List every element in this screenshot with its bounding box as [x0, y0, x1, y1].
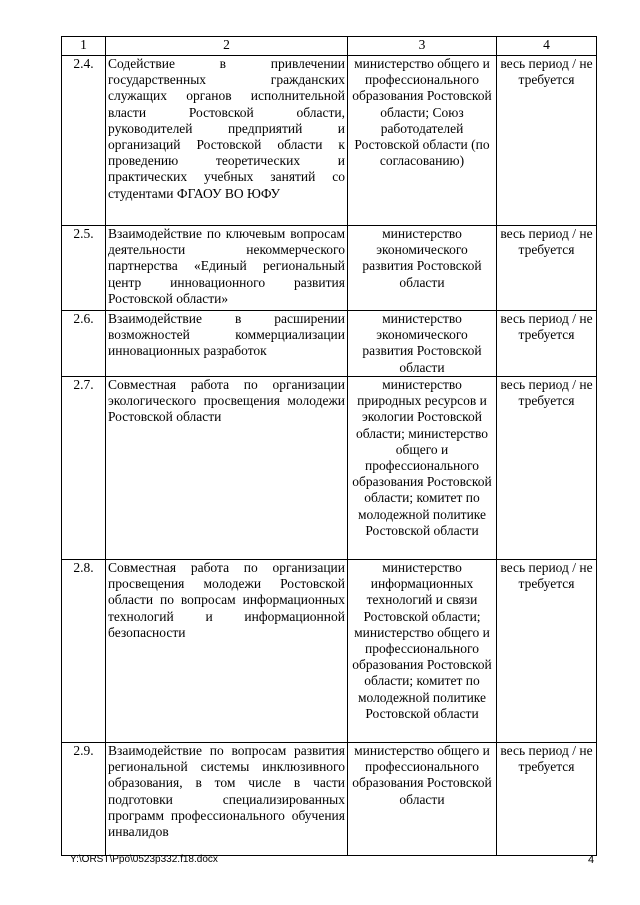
item-responsible: министерство экономического развития Ростовской области	[348, 311, 497, 377]
item-term: весь период / не требуется	[497, 226, 597, 311]
header-cell: 4	[497, 37, 597, 56]
item-description: Взаимодействие по вопросам развития региональной системы инклюзивного образования, в том числе в части подготовки специализированных программ профессионального обучения инвалидов	[106, 743, 348, 856]
table-header-row	[62, 37, 597, 56]
item-number: 2.9.	[62, 743, 106, 856]
item-term: весь период / не требуется	[497, 311, 597, 377]
table-row	[62, 560, 597, 743]
footer-file-path: Y:\ORST\Ppo\0523p332.f18.docx	[70, 854, 218, 865]
header-cell: 3	[348, 37, 497, 56]
measures-table	[61, 36, 597, 856]
item-description: Взаимодействие по ключевым вопросам деятельности некоммерческого партнерства «Единый региональный центр инновационного развития Ростовской области»	[106, 226, 348, 311]
item-number: 2.4.	[62, 56, 106, 226]
table-row	[62, 56, 597, 226]
item-number: 2.7.	[62, 377, 106, 560]
table-row	[62, 743, 597, 856]
item-term: весь период / не требуется	[497, 743, 597, 856]
item-number: 2.8.	[62, 560, 106, 743]
item-term: весь период / не требуется	[497, 56, 597, 226]
page-number: 4	[588, 854, 595, 866]
item-term: весь период / не требуется	[497, 377, 597, 560]
item-number: 2.6.	[62, 311, 106, 377]
item-description: Взаимодействие в расширении возможностей коммерциализации инновационных разработок	[106, 311, 348, 377]
table-row	[62, 226, 597, 311]
item-description: Содействие в привлечении государственных гражданских служащих органов исполнительной власти Ростовской области, руководителей предприятий и организаций Ростовской области к проведению теоретических и практических учебных занятий со студентами ФГАОУ ВО ЮФУ	[106, 56, 348, 226]
item-responsible: министерство экономического развития Ростовской области	[348, 226, 497, 311]
table-row	[62, 311, 597, 377]
table-row	[62, 377, 597, 560]
item-description: Совместная работа по организации экологического просвещения молодежи Ростовской области	[106, 377, 348, 560]
item-responsible: министерство природных ресурсов и экологии Ростовской области; министерство общего и профессионального образования Ростовской области; комитет по молодежной политике Ростовской области	[348, 377, 497, 560]
item-responsible: министерство общего и профессионального образования Ростовской области; Союз работодателей Ростовской области (по согласованию)	[348, 56, 497, 226]
header-cell: 2	[106, 37, 348, 56]
header-cell: 1	[62, 37, 106, 56]
item-term: весь период / не требуется	[497, 560, 597, 743]
item-responsible: министерство информационных технологий и связи Ростовской области; министерство общего и профессионального образования Ростовской области; комитет по молодежной политике Ростовской области	[348, 560, 497, 743]
item-number: 2.5.	[62, 226, 106, 311]
item-responsible: министерство общего и профессионального образования Ростовской области	[348, 743, 497, 856]
item-description: Совместная работа по организации просвещения молодежи Ростовской области по вопросам информационных технологий и информационной безопасности	[106, 560, 348, 743]
